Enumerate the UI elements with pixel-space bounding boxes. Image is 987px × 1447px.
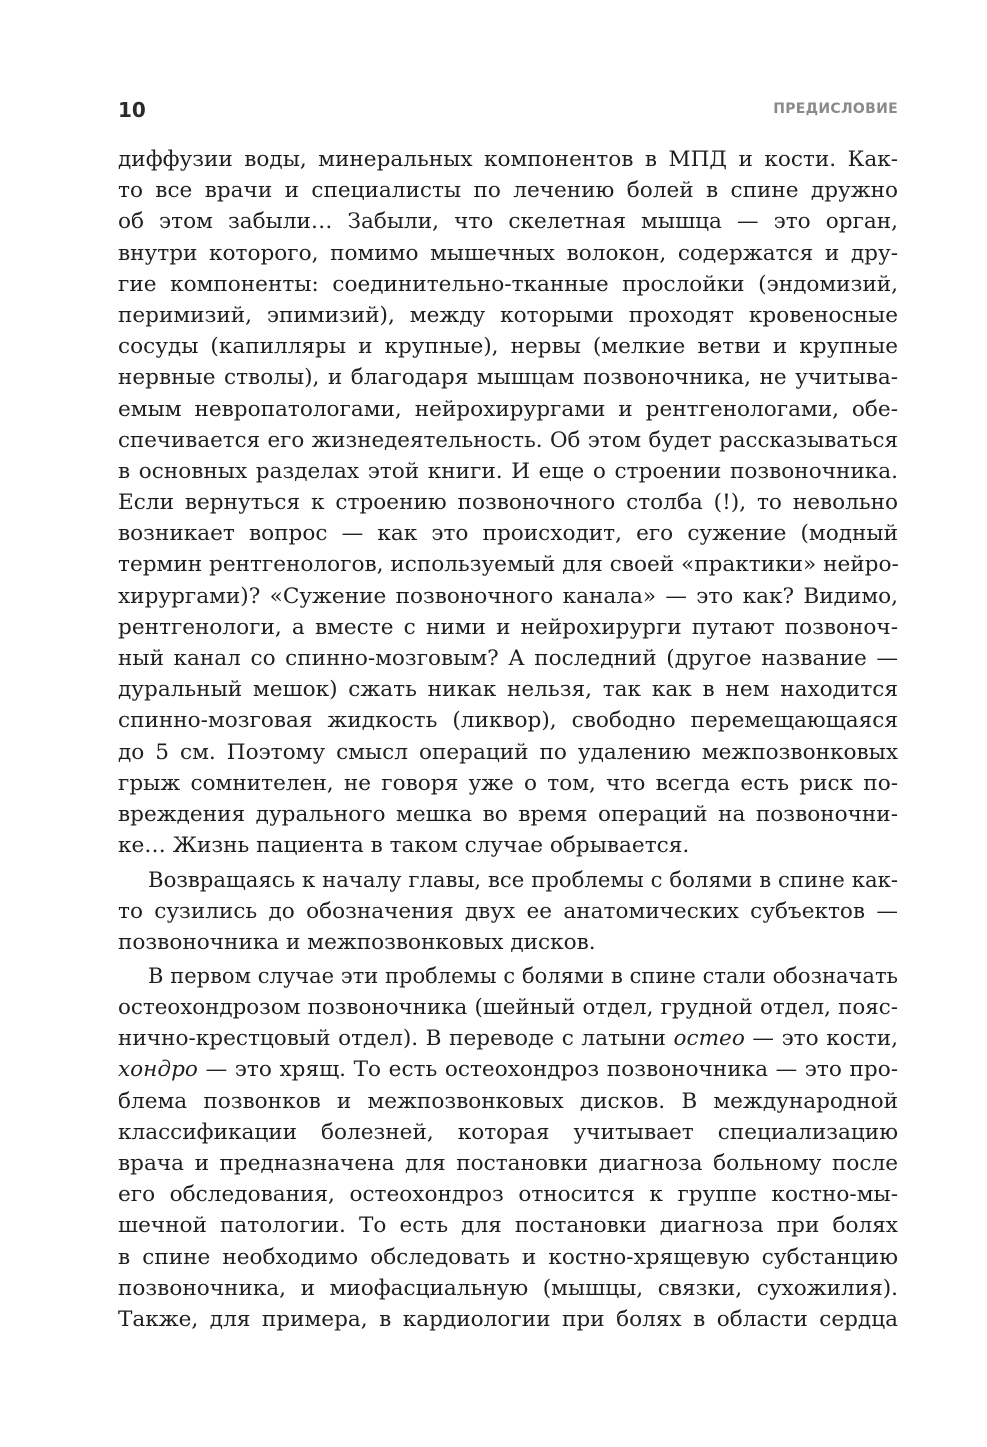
text-line: до 5 см. Поэтому смысл операций по удалению межпозвонковых xyxy=(118,739,898,765)
text-line: остеохондрозом позвоночника (шейный отдел, грудной отдел, пояс- xyxy=(118,995,898,1021)
text-line: спинно-мозговая жидкость (ликвор), свободно перемещающаяся xyxy=(118,708,898,734)
text-line: классификации болезней, которая учитывает специализацию xyxy=(118,1119,898,1145)
text-line: в основных разделах этой книги. И еще о строении позвоночника. xyxy=(118,458,898,484)
text-line: его обследования, остеохондроз относится к группе костно-мы- xyxy=(118,1182,898,1208)
text-line: В первом случае эти проблемы с болями в спине стали обозначать xyxy=(148,963,898,988)
text-line: шечной патологии. То есть для постановки диагноза при болях xyxy=(118,1213,898,1239)
text-segment: — это кости, xyxy=(752,1026,898,1052)
text-line: внутри которого, помимо мышечных волокон, содержатся и дру- xyxy=(118,240,898,266)
body-text xyxy=(118,144,898,1335)
text-line: гие компоненты: соединительно-тканные прослойки (эндомизий, xyxy=(118,271,898,297)
text-line: блема позвонков и межпозвонковых дисков. В международной xyxy=(118,1088,898,1114)
section-title: ПРЕДИСЛОВИЕ xyxy=(773,101,898,117)
text-line: Также, для примера, в кардиологии при болях в области сердца xyxy=(118,1306,898,1332)
text-line: рентгенологи, а вместе с ними и нейрохирурги путают позвоноч- xyxy=(118,614,898,640)
text-line: позвоночника и межпозвонковых дисков. xyxy=(118,929,596,955)
text-line: сосуды (капилляры и крупные), нервы (мелкие ветви и крупные xyxy=(118,334,898,360)
text-line: спечивается его жизнедеятельность. Об этом будет рассказываться xyxy=(118,427,898,453)
text-line: хирургами)? «Сужение позвоночного канала» — это как? Видимо, xyxy=(118,583,898,609)
text-line: вреждения дурального мешка во время операций на позвоночни- xyxy=(118,801,898,827)
text-line-with-italic xyxy=(118,1023,898,1054)
text-segment: — это хрящ. То есть остеохондроз позвоночника — это про- xyxy=(205,1057,898,1083)
text-line: об этом забыли… Забыли, что скелетная мышца — это орган, xyxy=(118,209,898,235)
text-line: возникает вопрос — как это происходит, его сужение (модный xyxy=(118,521,898,547)
text-line: дуральный мешок) сжать никак нельзя, так как в нем находится xyxy=(118,677,898,703)
text-line-with-italic xyxy=(118,1054,898,1085)
page-number: 10 xyxy=(118,98,146,122)
text-line: нервные стволы), и благодаря мышцам позвоночника, не учитыва- xyxy=(118,365,898,391)
text-line: ный канал со спинно-мозговым? А последний (другое название — xyxy=(118,646,898,671)
text-line: позвоночника, и миофасциальную (мышцы, связки, сухожилия). xyxy=(118,1275,898,1301)
text-line: то все врачи и специалисты по лечению болей в спине дружно xyxy=(118,178,898,204)
running-head xyxy=(118,98,898,124)
paragraph-1 xyxy=(118,144,898,861)
text-segment: нично-крестцовый отдел). В переводе с латыни xyxy=(118,1026,666,1052)
text-line: термин рентгенологов, используемый для своей «практики» нейро- xyxy=(118,552,899,578)
text-line: врача и предназначена для постановки диагноза больному после xyxy=(118,1151,898,1176)
text-line: в спине необходимо обследовать и костно-хрящевую субстанцию xyxy=(118,1244,898,1270)
text-line: ке… Жизнь пациента в таком случае обрывается. xyxy=(118,833,690,859)
text-line: перимизий, эпимизий), между которыми проходят кровеносные xyxy=(118,302,898,328)
paragraph-2 xyxy=(118,864,898,958)
text-line: то сузились до обозначения двух ее анатомических субъектов — xyxy=(118,898,898,924)
text-line: Если вернуться к строению позвоночного столба (!), то невольно xyxy=(118,490,898,516)
text-line: грыж сомнителен, не говоря уже о том, что всегда есть риск по- xyxy=(118,770,898,796)
text-line: диффузии воды, минеральных компонентов в МПД и кости. Как- xyxy=(118,147,898,172)
italic-term-chondro: хондро xyxy=(118,1057,198,1083)
paragraph-3 xyxy=(118,961,898,1335)
text-line: Возвращаясь к началу главы, все проблемы с болями в спине как- xyxy=(148,867,898,893)
text-line: емым невропатологами, нейрохирургами и рентгенологами, обе- xyxy=(118,396,898,422)
italic-term-osteo: остео xyxy=(673,1026,745,1052)
